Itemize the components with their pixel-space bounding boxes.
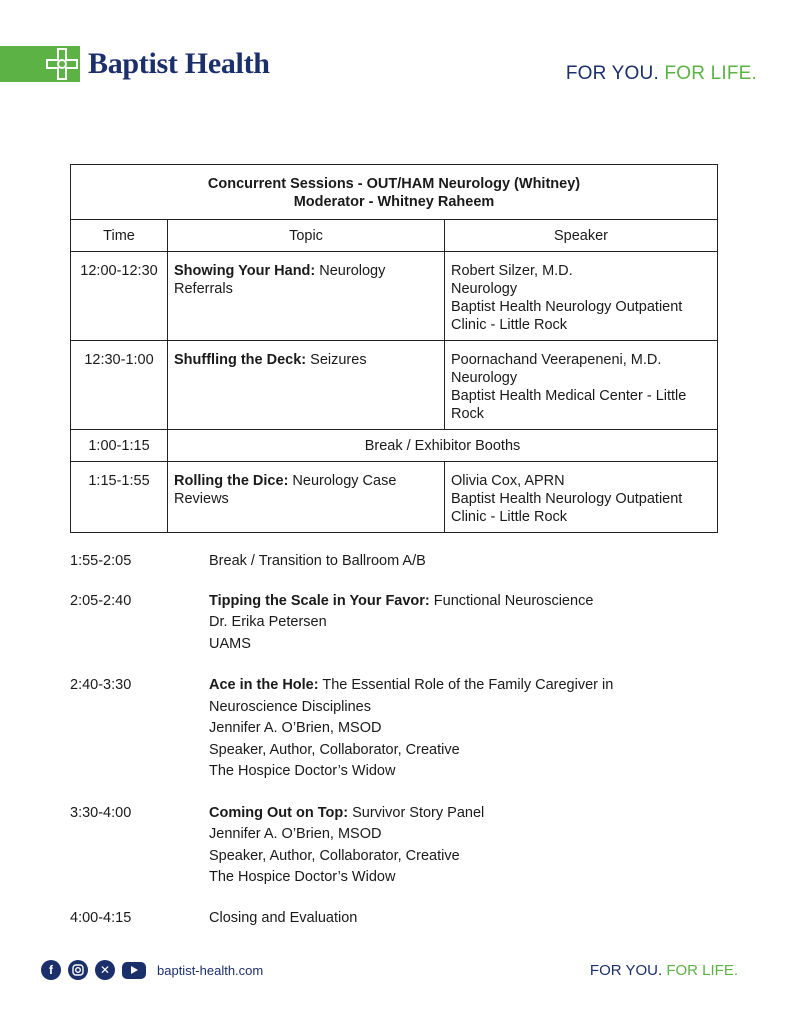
topic-rest: Neurology Case Reviews [174, 473, 397, 507]
social-links [41, 960, 263, 980]
schedule-title-rest: Closing and Evaluation [209, 909, 358, 926]
schedule-detail: Jennifer A. O’Brien, MSOD [209, 826, 382, 842]
topic-rest: Seizures [306, 352, 367, 368]
schedule-title-rest: Functional Neuroscience [429, 592, 594, 609]
schedule-body [209, 591, 750, 656]
schedule-time: 3:30-4:00 [70, 804, 132, 821]
speaker-line: Baptist Health Neurology Outpatient [451, 299, 683, 315]
tagline-part-a: FOR YOU. [565, 63, 659, 84]
footer-tagline-part-a: FOR YOU. [589, 962, 663, 979]
header-tagline [566, 63, 757, 85]
schedule-item [70, 675, 750, 783]
speaker-line: Clinic - Little Rock [451, 509, 568, 525]
x-icon[interactable]: ✕ [95, 960, 115, 980]
topic-bold: Shuffling the Deck: [174, 352, 307, 368]
footer-tagline-part-b: FOR LIFE. [666, 962, 738, 979]
schedule-item [70, 803, 750, 889]
facebook-icon[interactable]: f [41, 960, 61, 980]
header-topic: Topic [168, 220, 445, 252]
concurrent-sessions-table [70, 164, 718, 533]
header-time: Time [71, 220, 168, 252]
speaker-line: Poornachand Veerapeneni, M.D. [451, 352, 662, 368]
speaker-line: Baptist Health Medical Center - Little [451, 388, 687, 404]
schedule-detail: Speaker, Author, Collaborator, Creative [209, 847, 460, 864]
session-time: 1:00-1:15 [71, 430, 168, 462]
schedule-detail: Dr. Erika Petersen [209, 614, 327, 630]
session-speaker [445, 462, 718, 533]
table-row [71, 462, 718, 533]
schedule-list [70, 551, 750, 929]
instagram-icon[interactable] [68, 960, 88, 980]
table-row [71, 341, 718, 430]
topic-bold: Showing Your Hand: [174, 263, 316, 279]
table-title [71, 165, 718, 220]
schedule-title-rest: The Essential Role of the Family Caregiver in Neuroscience Disciplines [209, 677, 614, 715]
session-topic [168, 252, 445, 341]
schedule-body [209, 675, 649, 783]
schedule-detail: UAMS [209, 635, 251, 652]
speaker-line: Olivia Cox, APRN [451, 473, 565, 489]
schedule-title-bold: Tipping the Scale in Your Favor: [209, 592, 430, 609]
schedule-body [209, 908, 750, 930]
topic-rest: Neurology Referrals [174, 263, 386, 297]
schedule-body [209, 551, 750, 573]
schedule-detail: The Hospice Doctor’s Widow [209, 763, 396, 779]
speaker-line: Rock [451, 406, 485, 422]
topic-bold: Rolling the Dice: [174, 473, 289, 489]
speaker-line: Baptist Health Neurology Outpatient [451, 491, 683, 507]
schedule-time: 2:05-2:40 [70, 592, 132, 609]
table-row [71, 252, 718, 341]
speaker-line: Clinic - Little Rock [451, 317, 568, 333]
schedule-detail: The Hospice Doctor’s Widow [209, 869, 396, 885]
baptist-health-logo [0, 46, 270, 82]
session-topic [168, 462, 445, 533]
schedule-time: 2:40-3:30 [70, 677, 132, 693]
schedule-time: 1:55-2:05 [70, 553, 132, 569]
session-speaker [445, 252, 718, 341]
youtube-icon[interactable] [122, 962, 146, 979]
session-time: 12:30-1:00 [71, 341, 168, 430]
session-speaker [445, 341, 718, 430]
session-time: 12:00-12:30 [71, 252, 168, 341]
tagline-part-b: FOR LIFE. [664, 63, 757, 84]
schedule-body [209, 803, 750, 889]
table-title-line1: Concurrent Sessions - OUT/HAM Neurology (Whitney) [207, 176, 581, 192]
schedule-item [70, 908, 750, 930]
schedule-detail: Jennifer A. O’Brien, MSOD [209, 720, 382, 736]
speaker-line: Neurology [451, 370, 518, 386]
schedule-detail: Speaker, Author, Collaborator, Creative [209, 741, 460, 758]
logo-green-bar [0, 46, 80, 82]
session-time: 1:15-1:55 [71, 462, 168, 533]
logo-text: Baptist Health [88, 47, 270, 80]
schedule-item [70, 591, 750, 656]
cross-icon [46, 48, 78, 80]
schedule-time: 4:00-4:15 [70, 909, 132, 926]
break-label: Break / Exhibitor Booths [168, 430, 718, 462]
header-speaker: Speaker [445, 220, 718, 252]
schedule-title-bold: Ace in the Hole: [209, 677, 319, 693]
schedule-title-bold: Coming Out on Top: [209, 804, 349, 821]
speaker-line: Robert Silzer, M.D. [451, 263, 573, 279]
speaker-line: Neurology [451, 281, 518, 297]
table-title-line2: Moderator - Whitney Raheem [293, 194, 495, 210]
schedule-title-rest: Survivor Story Panel [348, 804, 485, 821]
footer-tagline [590, 962, 738, 979]
website-link[interactable]: baptist-health.com [157, 962, 264, 978]
table-row-break [71, 430, 718, 462]
schedule-item [70, 551, 750, 573]
session-topic [168, 341, 445, 430]
schedule-title-rest: Break / Transition to Ballroom A/B [209, 553, 426, 569]
